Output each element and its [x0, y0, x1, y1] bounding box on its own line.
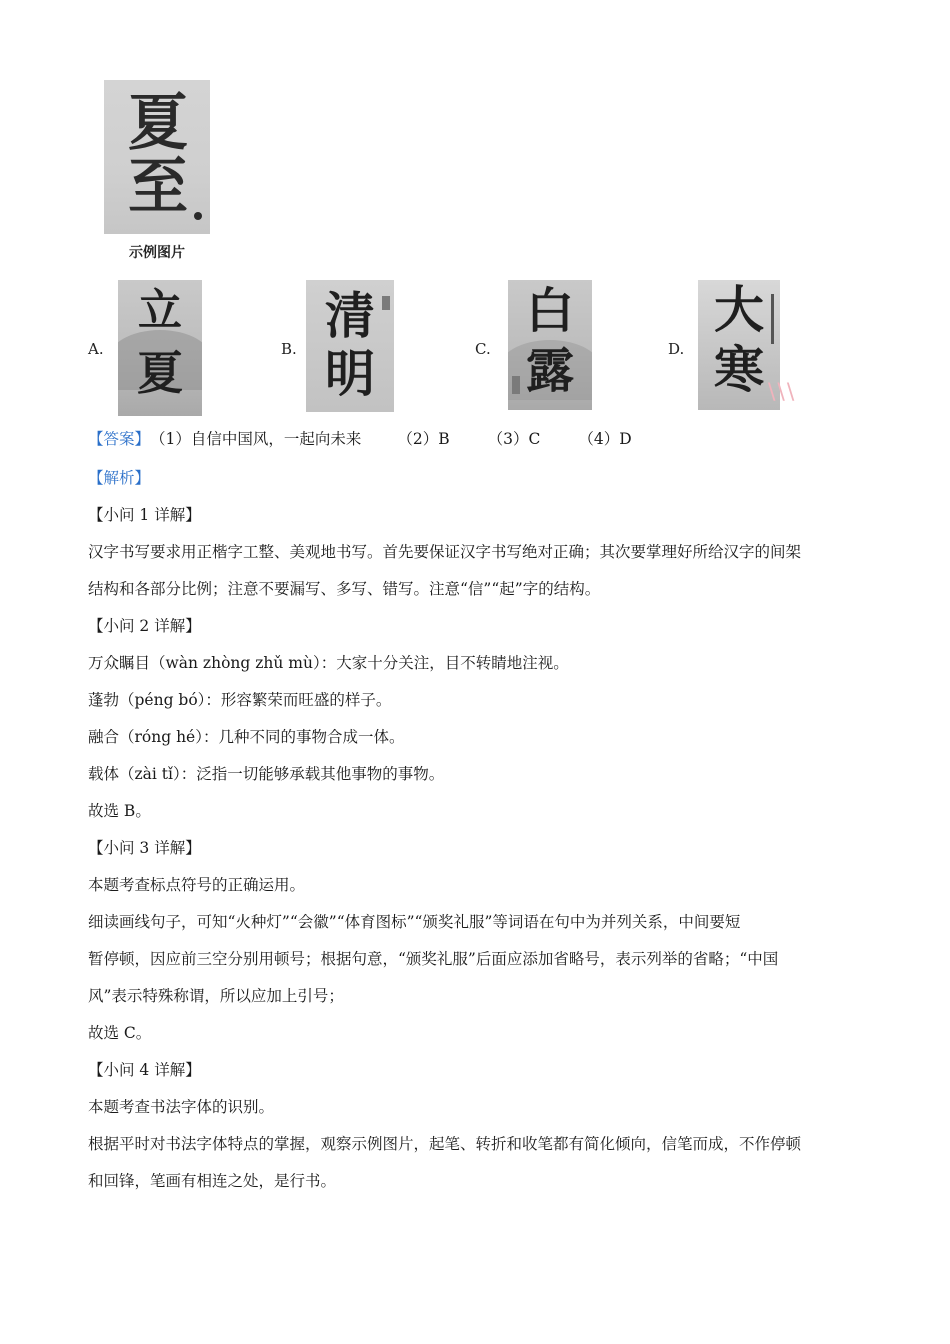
answer-3: （3）C	[487, 430, 541, 448]
q4-line: 根据平时对书法字体特点的掌握，观察示例图片，起笔、转折和收笔都有简化倾向，信笔而成，不作停顿	[88, 1135, 802, 1153]
q2-line: 融合（róng hé）：几种不同的事物合成一体。	[88, 728, 405, 746]
option-letter: D.	[668, 340, 685, 358]
q3-heading: 【小问 3 详解】	[88, 839, 201, 857]
example-caption: 示例图片	[129, 245, 185, 261]
example-calligraphy-image	[104, 80, 210, 234]
option-b-image	[306, 280, 394, 412]
answer-tag: 【答案】	[88, 430, 151, 448]
example-figure	[104, 80, 210, 262]
seal-mark	[771, 294, 774, 344]
option-letter: B.	[281, 340, 297, 358]
q2-heading: 【小问 2 详解】	[88, 617, 201, 635]
option-a-char-2: 夏	[137, 346, 183, 400]
q4-line: 和回锋，笔画有相连之处，是行书。	[88, 1172, 337, 1190]
answer-2: （2）B	[397, 430, 450, 448]
seal-mark	[512, 376, 520, 394]
q1-heading: 【小问 1 详解】	[88, 506, 201, 524]
option-a-image	[118, 280, 202, 416]
example-char-bottom: 至	[128, 151, 188, 223]
q1-paragraph-line: 汉字书写要求用正楷字工整、美观地书写。首先要保证汉字书写绝对正确；其次要掌理好所给汉字的间架	[88, 543, 802, 561]
seal-dot	[194, 212, 202, 220]
analysis-tag: 【解析】	[88, 469, 151, 487]
q2-line: 故选 B。	[88, 802, 151, 820]
option-d-char-2: 寒	[714, 341, 764, 399]
q4-heading: 【小问 4 详解】	[88, 1061, 201, 1079]
watermark-stamp: \\\	[768, 380, 797, 405]
analysis-body	[88, 460, 863, 1200]
q3-line: 本题考查标点符号的正确运用。	[88, 876, 306, 894]
option-c-char-1: 白	[525, 283, 574, 339]
option-d-char-1: 大	[714, 281, 764, 339]
q2-line: 万众瞩目（wàn zhòng zhǔ mù）：大家十分关注，目不转睛地注视。	[88, 654, 569, 672]
q3-line: 细读画线句子，可知“火种灯”“会徽”“体育图标”“颁奖礼服”等词语在句中为并列关系，中间要短	[88, 913, 741, 931]
answer-line	[88, 424, 632, 454]
example-char-top: 夏	[128, 87, 188, 159]
option-letter: C.	[475, 340, 491, 358]
q4-line: 本题考查书法字体的识别。	[88, 1098, 275, 1116]
option-c-char-2: 露	[525, 343, 574, 399]
seal-mark	[382, 296, 390, 310]
option-a-char-1: 立	[138, 285, 182, 336]
q3-line: 风”表示特殊称谓，所以应加上引号；	[88, 987, 344, 1005]
option-b-char-1: 清	[325, 287, 375, 345]
option-c-image	[508, 280, 592, 410]
q3-line: 暂停顿，因应前三空分别用顿号；根据句意，“颁奖礼服”后面应添加省略号，表示列举的省略；“中国	[88, 950, 779, 968]
q3-line: 故选 C。	[88, 1024, 152, 1042]
option-b-char-2: 明	[325, 345, 375, 403]
q2-line: 蓬勃（péng bó）：形容繁荣而旺盛的样子。	[88, 691, 392, 709]
q1-paragraph-line: 结构和各部分比例；注意不要漏写、多写、错写。注意“信”“起”字的结构。	[88, 580, 601, 598]
option-letter: A.	[88, 340, 104, 358]
answer-1: （1）自信中国风，一起向未来	[150, 430, 362, 448]
q2-line: 载体（zài tǐ）：泛指一切能够承载其他事物的事物。	[88, 765, 445, 783]
answer-4: （4）D	[578, 430, 632, 448]
